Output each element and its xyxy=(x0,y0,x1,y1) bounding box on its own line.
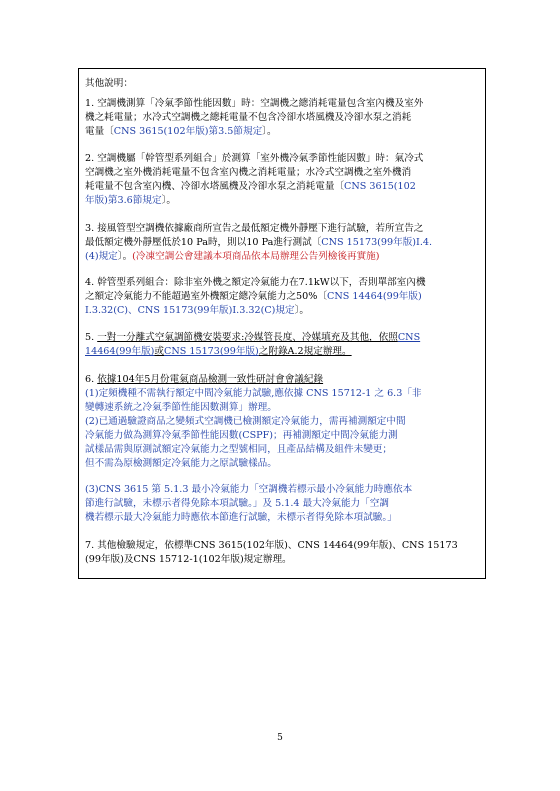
text-segment: I.3.32(C)、CNS 15173(99年版)I.3.32(C)規定 xyxy=(85,305,295,316)
text-segment: 14464(99年版) xyxy=(85,346,155,357)
notes-header: 其他說明： xyxy=(85,78,133,89)
text-segment: 電量〔 xyxy=(85,126,114,137)
text-segment: 變轉速系統之冷氣季節性能因數測算」辦理。 xyxy=(85,402,277,413)
text-segment: 但不需為原檢測額定冷氣能力之原試驗樣品。 xyxy=(85,458,277,469)
text-segment: 3. 接風管型空調機依據廠商所宣告之最低額定機外靜壓下進行試驗，若所宣告之 xyxy=(85,223,424,234)
text-segment: 6. xyxy=(85,374,98,385)
text-segment: 最低額定機外靜壓低於10 Pa時，則以10 Pa進行測試〔 xyxy=(85,237,322,248)
note-5-line xyxy=(85,331,420,344)
text-segment: CNS xyxy=(397,332,421,343)
text-segment: 節進行試驗，未標示者得免除本項試驗。」及 5.1.4 最大冷氣能力「空調 xyxy=(85,498,389,509)
text-segment: (4)規定 xyxy=(85,251,118,262)
text-segment: 7. 其他檢驗規定，依標準CNS 3615(102年版)、CNS 14464(99年版)、CNS 15173 xyxy=(85,540,458,551)
text-segment: (3)CNS 3615 第 5.1.3 最小冷氣能力「空調機若標示最小冷氣能力時應依本 xyxy=(85,484,413,495)
text-segment: CNS 15173(99年版) xyxy=(164,346,259,357)
note-4-line xyxy=(85,304,309,317)
notes-box xyxy=(78,68,486,579)
note-5-line xyxy=(85,345,352,358)
note-1-line xyxy=(85,125,277,138)
text-segment: 機之耗電量；水冷式空調機之總耗電量不包含冷卻水塔風機及冷卻水泵之消耗 xyxy=(85,112,412,123)
note-2-line xyxy=(85,166,411,179)
text-segment: 一對一分離式空氣調節機安裝要求:冷媒管長度、冷媒填充及其他，依照 xyxy=(97,332,398,343)
note-6-line xyxy=(85,387,422,400)
text-segment: 或 xyxy=(154,346,164,357)
text-segment: (2)已通過驗證商品之變頻式空調機已檢測額定冷氣能力，需再補測額定中間 xyxy=(85,416,406,427)
text-segment: 4. 幹管型系列組合：除非室外機之額定冷氣能力在7.1kW以下，否則單部室內機 xyxy=(85,277,426,288)
text-segment: 試樣品需與原測試額定冷氣能力之型號相同，且產品結構及組件未變更； xyxy=(85,444,392,455)
text-segment: 年版)第3.6節規定 xyxy=(85,195,162,206)
text-segment: 〕。 xyxy=(294,305,309,316)
note-6-line xyxy=(85,497,389,510)
text-segment: CNS 15173(99年版)I.4. xyxy=(321,237,433,248)
text-segment: 5. xyxy=(85,332,98,343)
note-6-line xyxy=(85,401,277,414)
text-segment: 耗電量不包含室內機、冷卻水塔風機及冷卻水泵之消耗電量〔 xyxy=(85,181,345,192)
text-segment: 之額定冷氣能力不能超過室外機額定總冷氣能力之50%〔 xyxy=(85,291,327,302)
note-1-line xyxy=(85,111,411,124)
note-4-line xyxy=(85,290,422,303)
text-segment: 依據104年5月份電氣商品檢測一致性研討會會議紀錄 xyxy=(97,374,324,385)
text-segment: CNS 3615(102 xyxy=(344,181,416,192)
text-segment: 1. 空調機測算「冷氣季節性能因數」時：空調機之總消耗電量包含室內機及室外 xyxy=(85,98,424,109)
text-segment: 之附錄A.2規定辦理。 xyxy=(258,346,352,357)
note-6-line xyxy=(85,429,398,442)
note-6-line xyxy=(85,483,412,496)
note-6-line xyxy=(85,443,392,456)
note-6-line xyxy=(85,457,277,470)
text-segment: 機若標示最大冷氣能力時應依本節進行試驗，未標示者得免除本項試驗。」 xyxy=(85,512,397,523)
page-number: 5 xyxy=(277,733,283,743)
note-2-line xyxy=(85,152,423,165)
text-segment: 〕。 xyxy=(117,251,133,262)
note-1-line xyxy=(85,97,423,110)
text-segment: 〕。 xyxy=(262,126,277,137)
text-segment: CNS 3615(102年版)第3.5節規定 xyxy=(113,126,263,137)
note-3-line xyxy=(85,236,432,249)
note-3-line xyxy=(85,222,423,235)
note-2-line xyxy=(85,194,176,207)
note-7-line xyxy=(85,539,458,552)
note-7-line xyxy=(85,553,292,566)
note-6-line xyxy=(85,373,323,386)
text-segment: (冷凍空調公會建議本項商品依本局辦理公告列檢後再實施) xyxy=(132,251,380,262)
note-2-line xyxy=(85,180,416,193)
note-3-line xyxy=(85,250,380,263)
text-segment: 〕。 xyxy=(161,195,176,206)
note-4-line xyxy=(85,276,426,289)
text-segment: CNS 14464(99年版) xyxy=(326,291,422,302)
note-6-line xyxy=(85,415,406,428)
text-segment: 2. 空調機屬「幹管型系列組合」於測算「室外機冷氣季節性能因數」時：氣冷式 xyxy=(85,153,424,164)
note-6-line xyxy=(85,511,397,524)
text-segment: 空調機之室外機消耗電量不包含室內機之消耗電量；水冷式空調機之室外機消 xyxy=(85,167,412,178)
text-segment: 冷氣能力做為測算冷氣季節性能因數(CSPF)；再補測額定中間冷氣能力測 xyxy=(85,430,398,441)
text-segment: (99年版)及CNS 15712-1(102年版)規定辦理。 xyxy=(85,554,292,565)
text-segment: (1)定頻機種不需執行額定中間冷氣能力試驗,應依據 CNS 15712-1 之 6.3「非 xyxy=(85,388,422,399)
